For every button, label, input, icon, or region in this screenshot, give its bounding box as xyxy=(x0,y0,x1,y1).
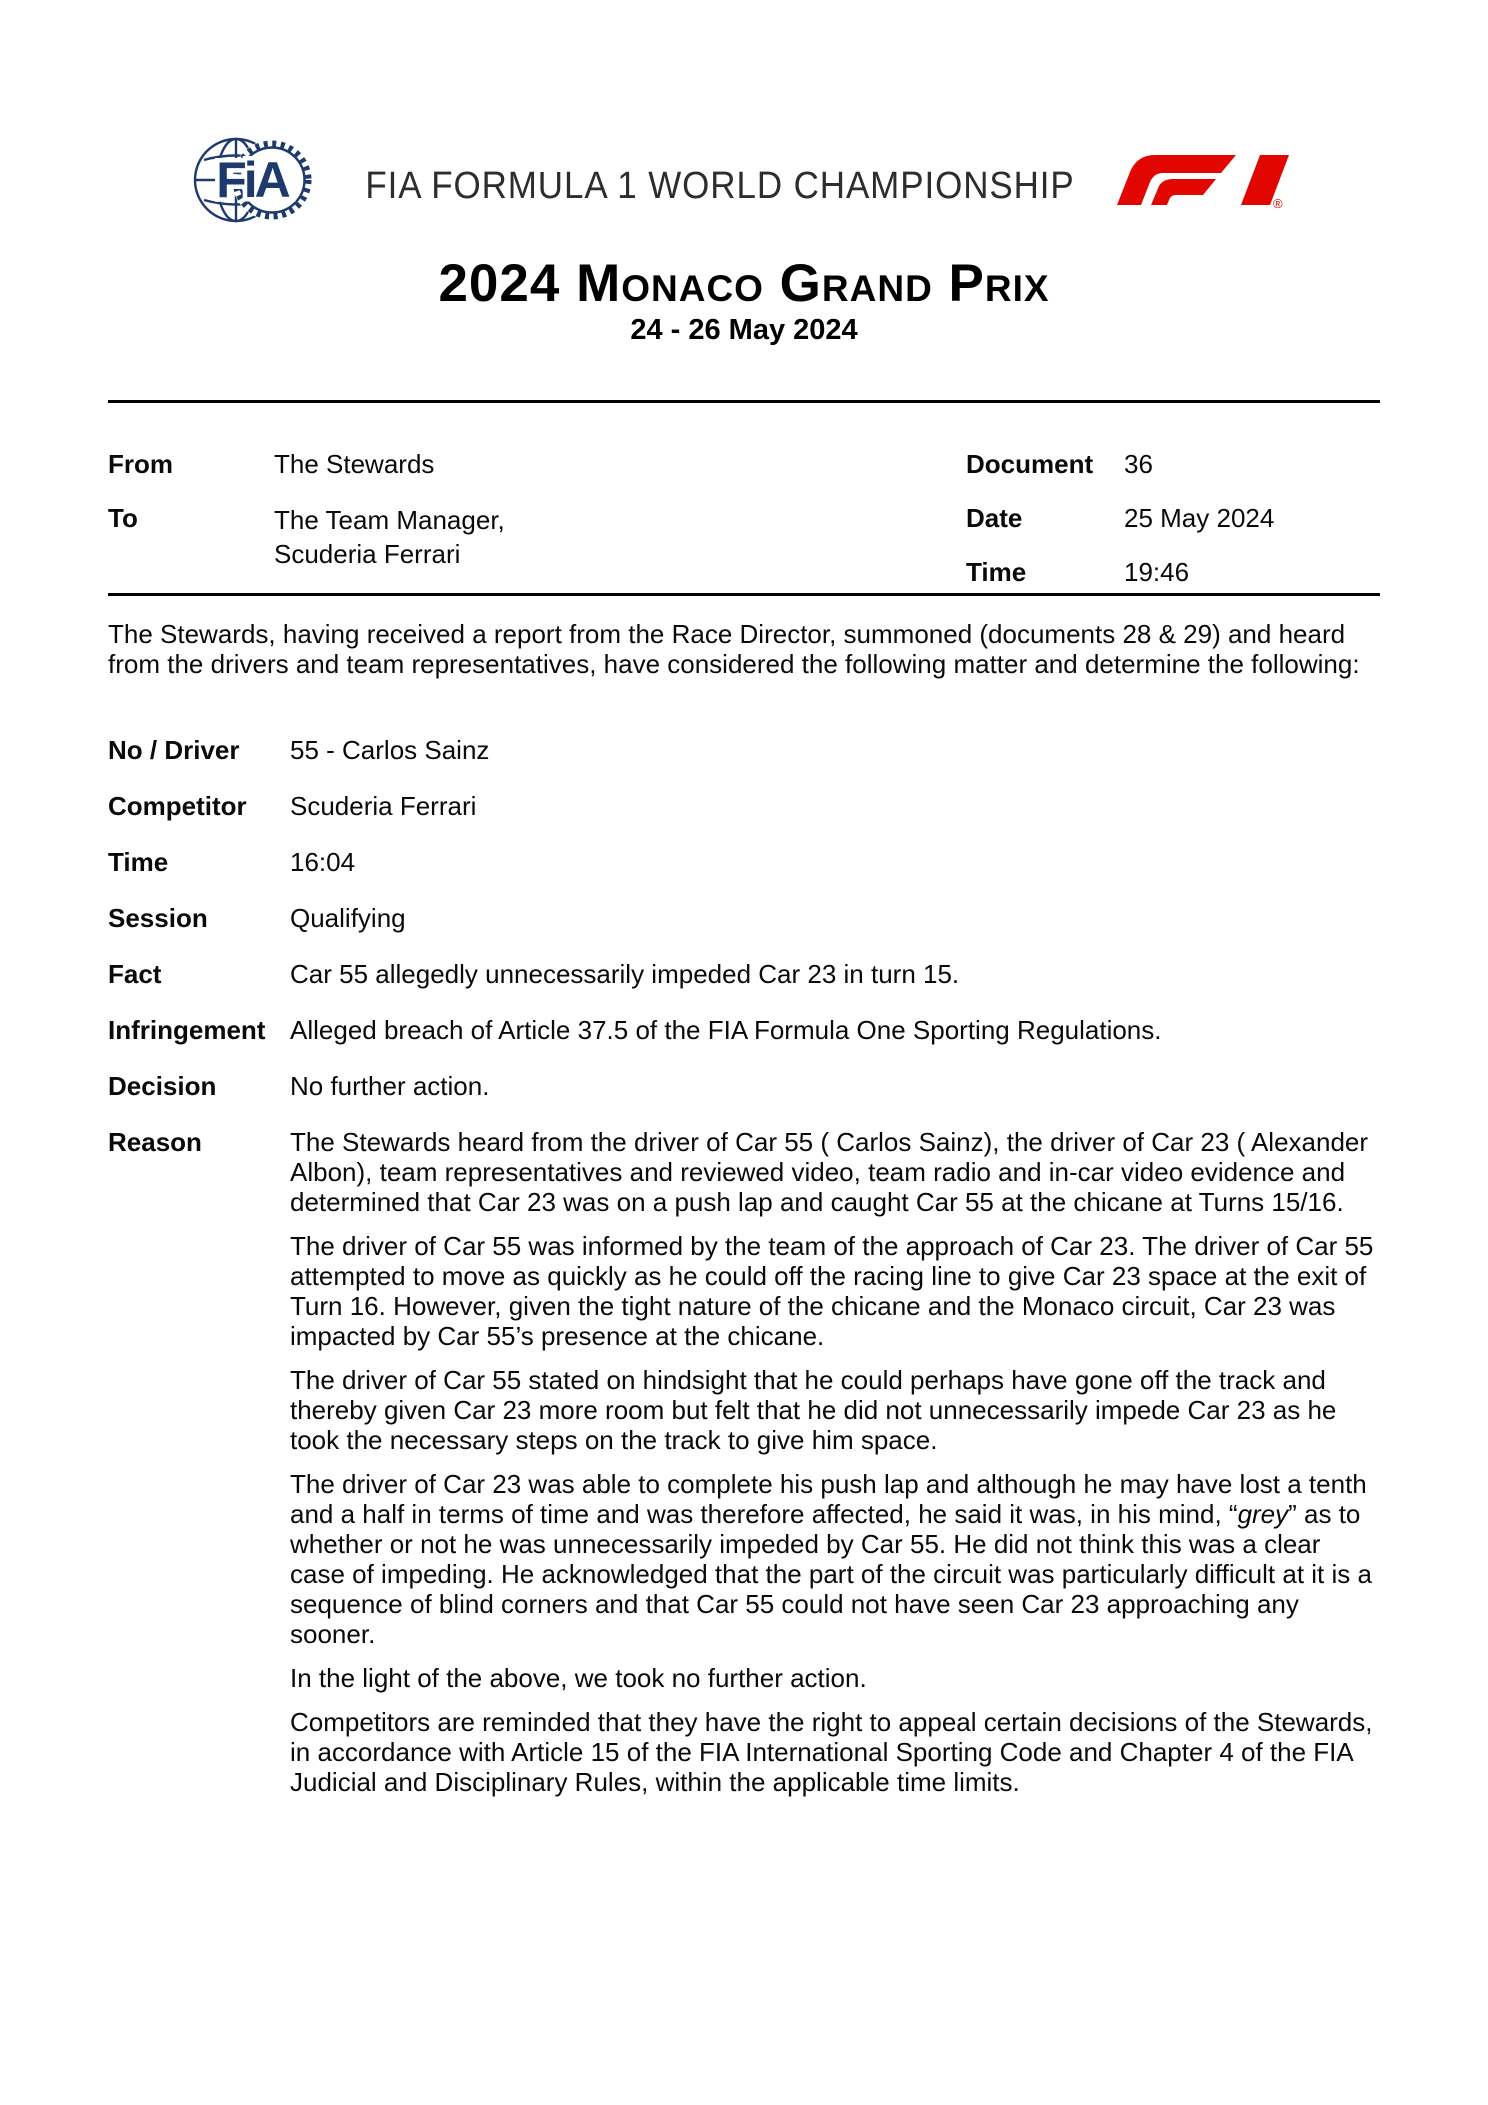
time-value: 19:46 xyxy=(1124,557,1190,587)
field-row-reason xyxy=(108,1127,1380,1811)
field-row-no-driver xyxy=(108,735,1380,765)
reason-paragraph-3: The driver of Car 55 stated on hindsight that he could perhaps have gone off the track and thereby given Car 23 more room but felt that he did not unnecessarily impede Car 23 as he took the necessary steps on the track to give him space. xyxy=(290,1365,1337,1455)
fact-label: Fact xyxy=(108,959,162,989)
field-row-time xyxy=(108,847,1380,877)
from-label: From xyxy=(108,449,173,479)
reason-paragraph-4 xyxy=(290,1469,1380,1649)
document-value: 36 xyxy=(1124,449,1153,479)
session-value: Qualifying xyxy=(290,903,406,933)
decision-value: No further action. xyxy=(290,1071,490,1101)
f1-registered-mark: ® xyxy=(1273,196,1283,209)
reason-paragraph-4-italic: grey xyxy=(1237,1499,1289,1529)
fia-logo-icon xyxy=(193,135,315,225)
from-value: The Stewards xyxy=(274,449,435,479)
to-value-line2: Scuderia Ferrari xyxy=(274,539,461,569)
to-value xyxy=(274,503,966,587)
reason-paragraph-4-before: The driver of Car 23 was able to complete his push lap and although he may have lost a tenth and a half in terms of time and was therefore affected, he said it was, in his mind, “ xyxy=(290,1469,1367,1529)
reason-paragraph-1: The Stewards heard from the driver of Car 55 ( Carlos Sainz), the driver of Car 23 ( Alexander Albon), team representatives and reviewed video, team radio and in-car video evidence and determined that Car 23 was on a push lap and caught Car 55 at the chicane at Turns 15/16. xyxy=(290,1127,1369,1217)
event-dates: 24 - 26 May 2024 xyxy=(630,314,858,346)
event-title-block xyxy=(0,254,1488,346)
fact-value: Car 55 allegedly unnecessarily impeded Car 23 in turn 15. xyxy=(290,959,960,989)
infringement-value: Alleged breach of Article 37.5 of the FIA Formula One Sporting Regulations. xyxy=(290,1015,1162,1045)
field-row-decision xyxy=(108,1071,1380,1101)
competitor-value: Scuderia Ferrari xyxy=(290,791,477,821)
to-label: To xyxy=(108,503,138,533)
date-label: Date xyxy=(966,503,1023,533)
reason-value xyxy=(290,1127,1380,1811)
reason-paragraph-2: The driver of Car 55 was informed by the team of the approach of Car 23. The driver of Car 55 attempted to move as quickly as he could off the racing line to give Car 23 space at the exit of Turn 16. However, given the tight nature of the chicane and the Monaco circuit, Car 23 was impacted by Car 55’s presence at the chicane. xyxy=(290,1231,1374,1351)
intro-paragraph: The Stewards, having received a report from the Race Director, summoned (documents 28 & 29) and heard from the drivers and team representatives, have considered the following matter and determine the following: xyxy=(108,619,1360,679)
document-header xyxy=(0,0,1488,400)
championship-title: FIA FORMULA 1 WORLD CHAMPIONSHIP xyxy=(365,165,1075,207)
to-value-line1: The Team Manager, xyxy=(274,505,505,535)
fields-section xyxy=(108,735,1380,1811)
document-body xyxy=(108,400,1380,1837)
reason-paragraph-5: In the light of the above, we took no further action. xyxy=(290,1663,867,1693)
competitor-label: Competitor xyxy=(108,791,247,821)
infringement-label: Infringement xyxy=(108,1015,266,1045)
no-driver-label: No / Driver xyxy=(108,735,240,765)
field-row-competitor xyxy=(108,791,1380,821)
meta-table xyxy=(108,400,1380,596)
field-row-infringement xyxy=(108,1015,1380,1045)
field-row-session xyxy=(108,903,1380,933)
f1-logo-icon xyxy=(1117,155,1293,209)
date-value: 25 May 2024 xyxy=(1124,503,1275,533)
reason-paragraph-6: Competitors are reminded that they have the right to appeal certain decisions of the Stewards, in accordance with Article 15 of the FIA International Sporting Code and Chapter 4 of the FIA Judicial and Disciplinary Rules, within the applicable time limits. xyxy=(290,1707,1373,1797)
session-label: Session xyxy=(108,903,208,933)
reason-paragraph-4-after: ” as to whether or not he was unnecessarily impeded by Car 55. He did not think this was a clear case of impeding. He acknowledged that the part of the circuit was particularly difficult at it is a sequence of blind corners and that Car 55 could not have seen Car 23 approaching any sooner. xyxy=(290,1499,1372,1649)
document-label: Document xyxy=(966,449,1094,479)
decision-label: Decision xyxy=(108,1071,217,1101)
time-field-value: 16:04 xyxy=(290,847,356,877)
time-label: Time xyxy=(966,557,1027,587)
fia-logo-text: FiA xyxy=(216,152,288,208)
time-field-label: Time xyxy=(108,847,169,877)
no-driver-value: 55 - Carlos Sainz xyxy=(290,735,490,765)
reason-label: Reason xyxy=(108,1127,202,1157)
field-row-fact xyxy=(108,959,1380,989)
event-title: 2024 Monaco Grand Prix xyxy=(438,254,1050,313)
